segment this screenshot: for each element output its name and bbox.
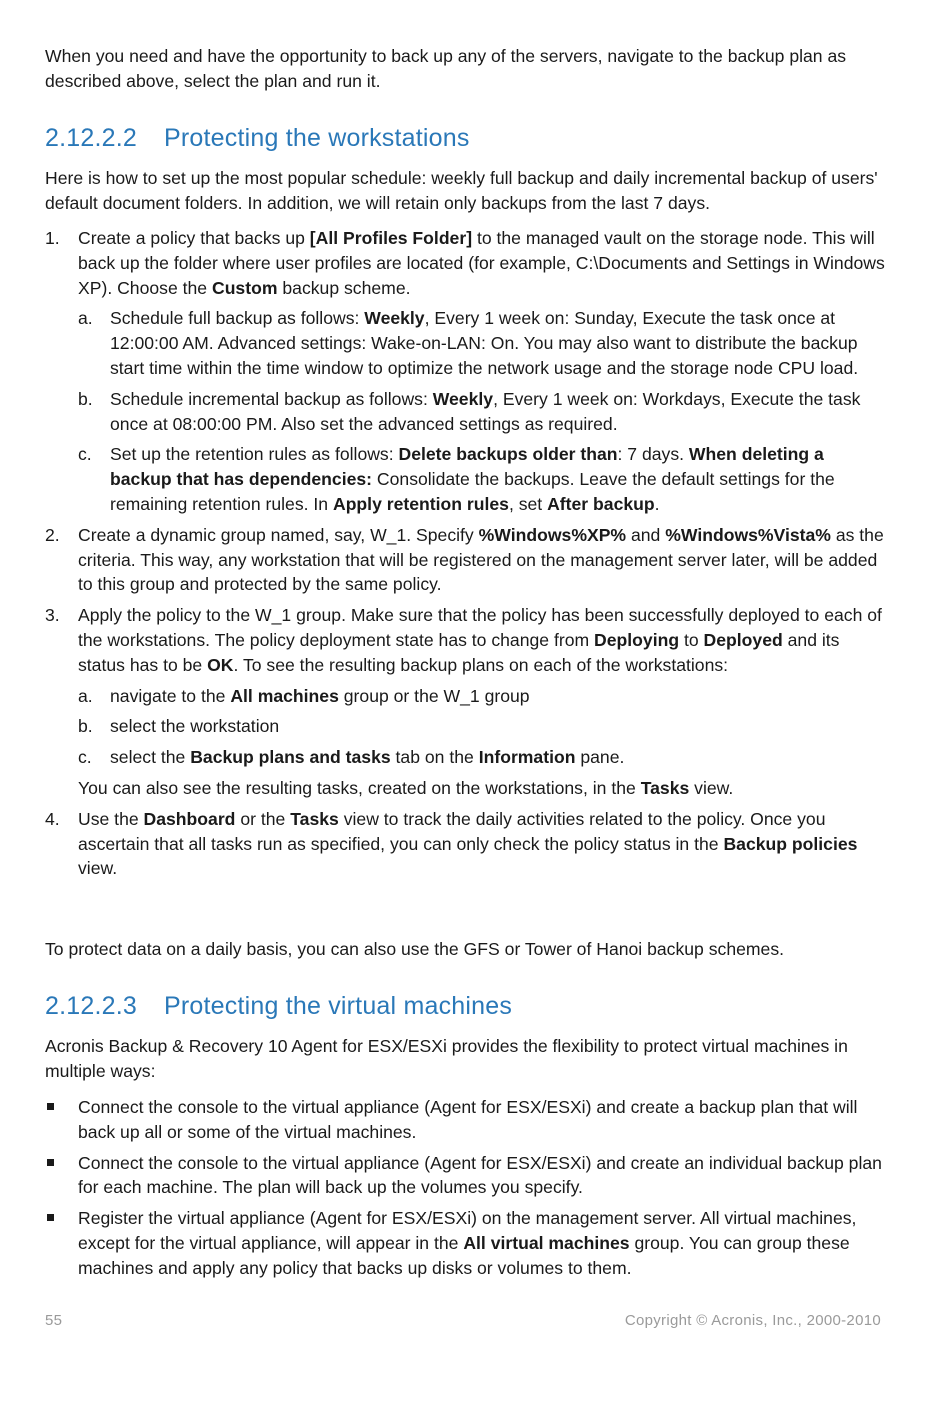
section-title: Protecting the virtual machines: [164, 992, 513, 1020]
list-item: [78, 684, 885, 709]
workstations-closing: To protect data on a daily basis, you can also use the GFS or Tower of Hanoi backup schemes.: [45, 939, 785, 959]
list-item: [45, 523, 885, 597]
list-item: [78, 306, 885, 380]
copyright-notice: Copyright © Acronis, Inc., 2000-2010: [624, 1312, 881, 1329]
list-item: [45, 1151, 885, 1201]
virtual-machines-lead: Acronis Backup & Recovery 10 Agent for ESX/ESXi provides the flexibility to protect virtual machines in multiple ways:: [45, 1036, 848, 1081]
list-item: [45, 226, 885, 517]
page-number: 55: [45, 1312, 63, 1329]
sub-marker: b.: [78, 716, 93, 737]
sub-marker: b.: [78, 388, 93, 409]
list-item: [78, 387, 885, 437]
step-marker: 3.: [45, 605, 60, 626]
vm-options-list: [45, 1089, 885, 1281]
list-item: [78, 745, 885, 770]
page-footer: [45, 1312, 881, 1329]
step-text: Create a dynamic group named, say, W_1. Specify %Windows%XP% and %Windows%Vista% as the criteria. This way, any workstation that will be registered on the management server later, will be added to this group and protected by the same policy.: [78, 524, 884, 595]
steps-list: [45, 220, 885, 881]
sub-step-text: Schedule incremental backup as follows: Weekly, Every 1 week on: Workdays, Execute the task once at 08:00:00 PM. Also set the advanced settings as required.: [110, 388, 861, 434]
step-text: Create a policy that backs up [All Profiles Folder] to the managed vault on the storage node. This will back up the folder where user profiles are located (for example, C:\Documents and Settings in Windows XP). Choose the Custom backup scheme.: [78, 228, 885, 298]
section-heading-virtual-machines: [45, 992, 512, 1021]
list-item: [78, 442, 885, 516]
step-marker: 4.: [45, 808, 60, 829]
section-heading-workstations: [45, 124, 470, 153]
step-marker: 2.: [45, 524, 60, 545]
list-item: [45, 807, 885, 881]
intro-paragraph: When you need and have the opportunity to back up any of the servers, navigate to the backup plan as described above, select the plan and run it.: [45, 46, 847, 91]
sub-steps-list: [78, 684, 885, 770]
sub-marker: a.: [78, 685, 93, 706]
section-number: 2.12.2.2: [45, 124, 137, 152]
bullet-text: Connect the console to the virtual appliance (Agent for ESX/ESXi) and create a backup plan that will back up all or some of the virtual machines.: [78, 1097, 858, 1142]
sub-marker: c.: [78, 747, 92, 768]
bullet-marker: [47, 1214, 54, 1221]
bullet-marker: [47, 1103, 54, 1110]
step-text: Apply the policy to the W_1 group. Make sure that the policy has been successfully deployed to each of the workstations. The policy deployment state has to change from Deploying to Deployed and its status has to be OK. To see the resulting backup plans on each of the workstations:: [78, 605, 882, 675]
sub-marker: c.: [78, 444, 92, 465]
bullet-marker: [47, 1159, 54, 1166]
sub-step-text: navigate to the All machines group or the W_1 group: [110, 685, 530, 706]
section-number: 2.12.2.3: [45, 992, 137, 1020]
section-title: Protecting the workstations: [164, 124, 470, 152]
list-item: [45, 1095, 885, 1145]
sub-step-text: Schedule full backup as follows: Weekly, Every 1 week on: Sunday, Execute the task once at 12:00:00 AM. Advanced settings: Wake-on-LAN: On. You may also want to distribute the backup start time within the time window to optimize the network usage and the storage node CPU load.: [110, 308, 859, 378]
sub-step-text: select the workstation: [110, 716, 280, 737]
sub-step-text: Set up the retention rules as follows: Delete backups older than: 7 days. When deleting a backup that has dependencies: Consolidate the backups. Leave the default settings for the remaining retention rules. In Apply retention rules, set After backup.: [110, 444, 835, 514]
workstations-lead: Here is how to set up the most popular schedule: weekly full backup and daily incremental backup of users' default document folders. In addition, we will retain only backups from the last 7 days.: [45, 168, 878, 213]
list-item: [78, 714, 885, 739]
list-item: [45, 603, 885, 801]
bullet-text: Register the virtual appliance (Agent for ESX/ESXi) on the management server. All virtual machines, except for the virtual appliance, will appear in the All virtual machines group. You can group these machines and apply any policy that backs up disks or volumes to them.: [78, 1208, 857, 1278]
step-followup-text: You can also see the resulting tasks, created on the workstations, in the Tasks view.: [78, 777, 734, 798]
sub-marker: a.: [78, 308, 93, 329]
step-text: Use the Dashboard or the Tasks view to track the daily activities related to the policy. Once you ascertain that all tasks run as specified, you can only check the policy status in the Backup policies view.: [78, 808, 858, 879]
sub-steps-list: [78, 306, 885, 516]
step-marker: 1.: [45, 228, 60, 248]
bullet-text: Connect the console to the virtual appliance (Agent for ESX/ESXi) and create an individual backup plan for each machine. The plan will back up the volumes you specify.: [78, 1152, 882, 1198]
list-item: [45, 1206, 885, 1280]
sub-step-text: select the Backup plans and tasks tab on the Information pane.: [110, 747, 625, 768]
